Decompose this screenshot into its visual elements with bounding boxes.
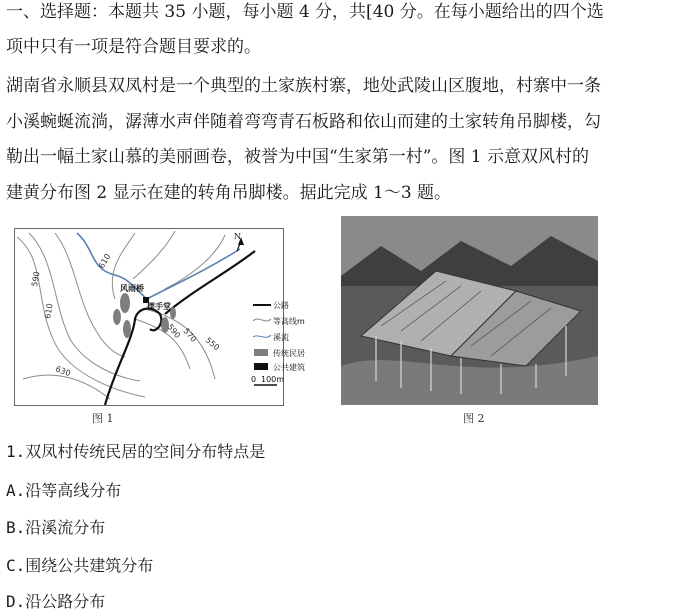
passage-line: 建黄分布图 2 显示在建的转角吊脚楼。据此完成 1～3 题。 — [6, 183, 452, 203]
option-c[interactable]: C.围绕公共建筑分布 — [6, 556, 154, 575]
legend-public: 公共建筑 — [273, 363, 305, 372]
legend-houses-symbol — [254, 349, 268, 356]
passage-line: 勒出一幅土家山慕的美丽画卷，被誉为中国“生家第一村”。图 1 示意双风村的 — [6, 147, 590, 167]
contour-label: 610 — [43, 302, 55, 320]
legend-stream-symbol — [253, 335, 271, 337]
legend-contour: 等高线m — [273, 317, 305, 326]
scale-zero: 0 — [251, 375, 257, 384]
figure-2-photo — [341, 216, 598, 405]
option-b[interactable]: B.沿溪流分布 — [6, 518, 106, 537]
hall-label: 摆手堂 — [147, 302, 171, 311]
legend-contour-symbol — [253, 319, 271, 321]
legend-public-symbol — [254, 363, 268, 370]
passage-line: 湖南省永顺县双凤村是一个典型的土家族村寨，地处武陵山区腹地，村寨中一条 — [6, 76, 601, 96]
figure-1-map — [14, 228, 305, 406]
passage-line: 小溪蜿蜒流淌，潺薄水声伴随着弯弯青石板路和依山而建的土家转角吊脚楼，勾 — [6, 112, 601, 132]
contour-label: 610 — [96, 252, 113, 270]
north-label: N — [234, 232, 241, 241]
option-a[interactable]: A.沿等高线分布 — [6, 481, 122, 500]
contour-label: 590 — [30, 270, 42, 288]
legend-stream: 溪流 — [273, 333, 289, 342]
legend-road: 公路 — [273, 301, 289, 310]
map-svg — [15, 229, 305, 405]
north-arrow — [234, 232, 244, 251]
figure-2-caption: 图 2 — [463, 412, 485, 425]
contour-label: 590 — [165, 322, 183, 340]
option-d[interactable]: D.沿公路分布 — [6, 592, 106, 611]
bridge-label: 风雨桥 — [120, 284, 144, 293]
section-heading-cont: 项中只有一项是符合题目要求的。 — [6, 37, 261, 57]
contour-label: 630 — [54, 364, 72, 379]
map-legend — [251, 300, 305, 385]
contour-label: 550 — [203, 335, 222, 353]
legend-houses: 传统民居 — [273, 349, 305, 358]
section-heading: 一、选择题：本题共 35 小题，每小题 4 分，共[40 分。在每小题给出的四个选 — [6, 2, 604, 22]
photo-illustration — [341, 216, 598, 405]
figure-1-caption: 图 1 — [92, 412, 114, 425]
contour-label: 570 — [181, 326, 199, 344]
question-stem: 1.双凤村传统民居的空间分布特点是 — [6, 442, 266, 461]
scale-distance: 100m — [261, 375, 285, 384]
